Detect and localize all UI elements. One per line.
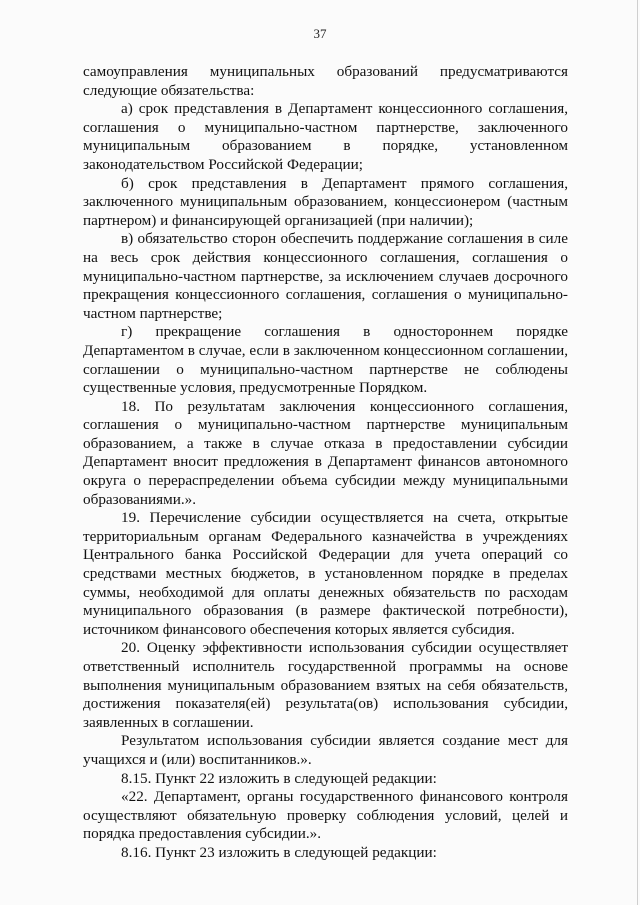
paragraph-continuation: самоуправления муниципальных образований предусматриваются следующие обязательства: <box>83 63 568 99</box>
paragraph-result: Результатом использования субсидии является создание мест для учащихся и (или) воспитанников.». <box>83 732 568 768</box>
paragraph-obligation-a: а) срок представления в Департамент концессионного соглашения, соглашения о муниципально-частном партнерстве, заключенного муниципальным образованием в порядке, установленном законодательством Российской Федерации; <box>83 100 568 173</box>
document-body <box>83 63 568 863</box>
paragraph-19: 19. Перечисление субсидии осуществляется на счета, открытые территориальным органам Федерального казначейства в учреждениях Центрального банка Российской Федерации для учета операций со средствами местных бюджетов, в установленном порядке в пределах суммы, необходимой для оплаты денежных обязательств по расходам муниципального образования (в размере фактической потребности), источником финансового обеспечения которых является субсидия. <box>83 509 568 638</box>
paragraph-22: «22. Департамент, органы государственного финансового контроля осуществляют обязательную проверку соблюдения условий, целей и порядка предоставления субсидии.». <box>83 788 568 843</box>
paragraph-8-16: 8.16. Пункт 23 изложить в следующей редакции: <box>121 843 437 861</box>
paragraph-obligation-b: б) срок представления в Департамент прямого соглашения, заключенного муниципальным образованием, концессионером (частным партнером) и финансирующей организацией (при наличии); <box>83 174 568 229</box>
paragraph-20: 20. Оценку эффективности использования субсидии осуществляет ответственный исполнитель государственной программы на основе выполнения муниципальным образованием взятых на себя обязательств, достижения показателя(ей) результата(ов) использования субсидии, заявленных в соглашении. <box>83 639 568 731</box>
page-edge <box>637 0 638 905</box>
paragraph-obligation-d: г) прекращение соглашения в одностороннем порядке Департаментом в случае, если в заключенном концессионном соглашении, соглашении о муниципально-частном партнерстве не соблюдены существенные условия, предусмотренные Порядком. <box>83 323 568 397</box>
page-number: 37 <box>313 26 327 41</box>
paragraph-18: 18. По результатам заключения концессионного соглашения, соглашения о муниципально-частном партнерстве муниципальным образованием, а также в случае отказа в предоставлении субсидии Департамент вносит предложения в Департамент финансов автономного округа о перераспределении объема субсидии между муниципальными образованиями.». <box>83 397 568 508</box>
paragraph-obligation-c: в) обязательство сторон обеспечить поддержание соглашения в силе на весь срок действия концессионного соглашения, соглашения о муниципально-частном партнерстве, за исключением случаев досрочного прекращения концессионного соглашения, соглашения о муниципально-частном партнерстве; <box>83 230 568 322</box>
paragraph-8-15: 8.15. Пункт 22 изложить в следующей редакции: <box>121 769 437 787</box>
